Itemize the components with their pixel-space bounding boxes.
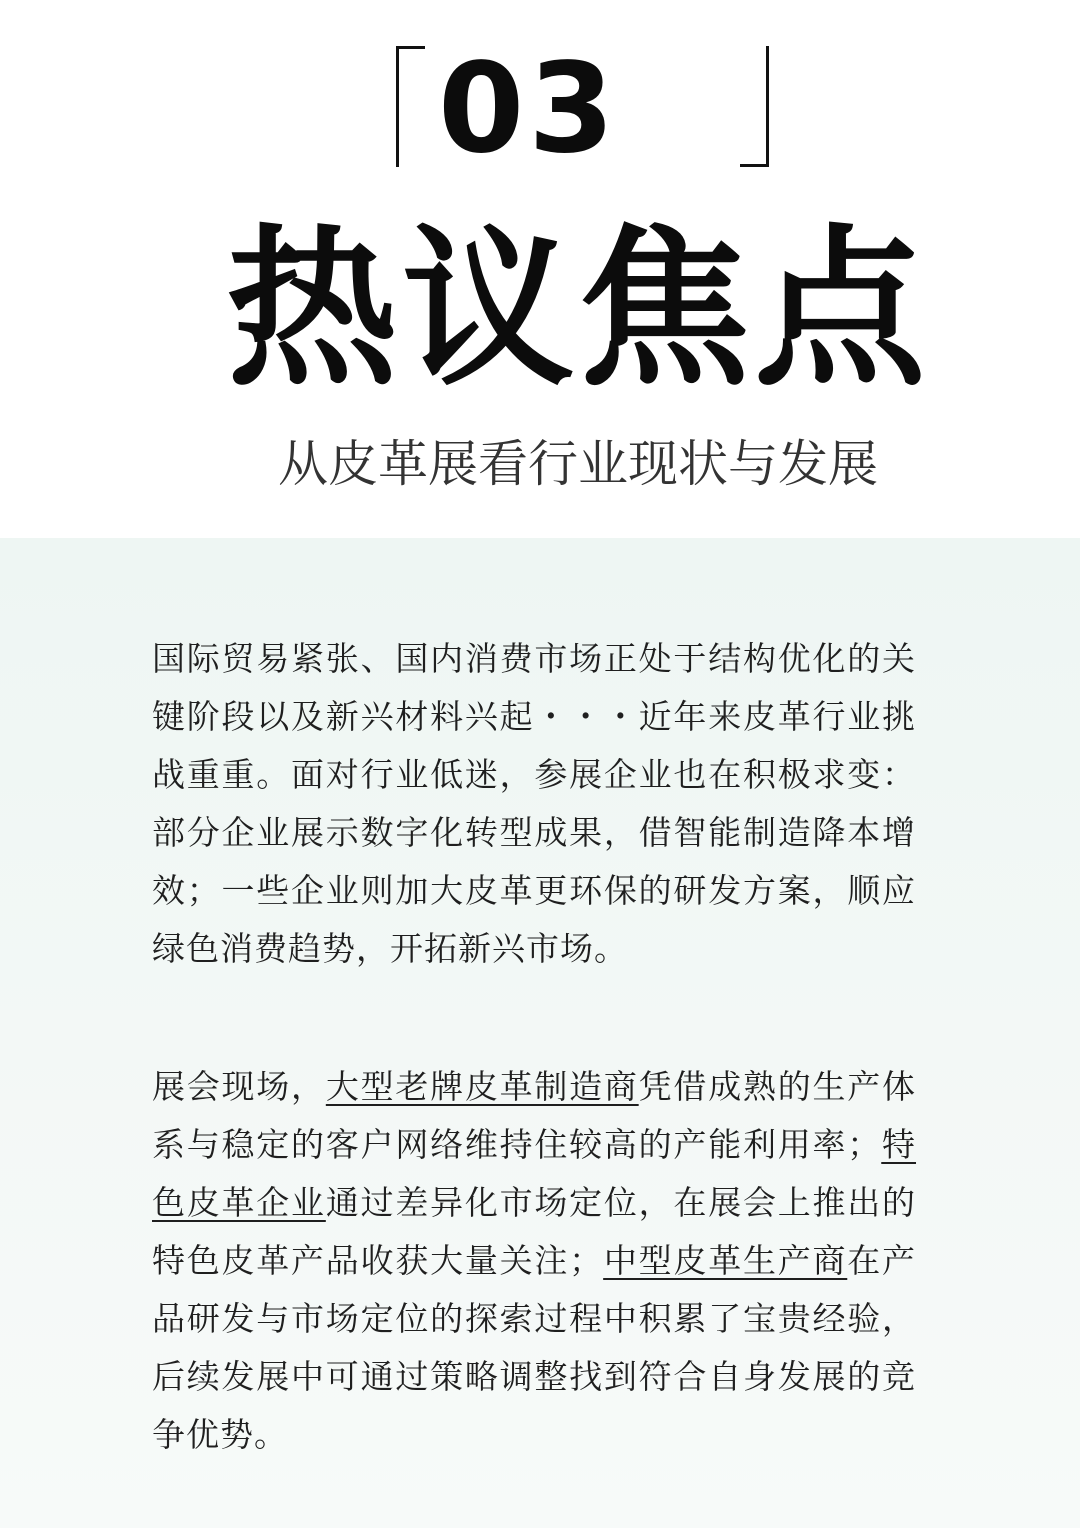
section-title: 热议焦点	[226, 209, 930, 410]
header-section	[0, 0, 1080, 538]
left-corner-bracket	[396, 46, 425, 167]
content-section	[0, 538, 1080, 1528]
paragraph-text: 展会现场，	[152, 1067, 326, 1106]
paragraph-text: 凭借成熟的生产体系与稳定的客户网络维持住较高的产能利用率；	[152, 1067, 917, 1164]
paragraph-text: 通过差异化市场定位，在展会上推出的特色皮革产品收获大量关注；	[152, 1183, 917, 1280]
paragraph-text: 在产品研发与市场定位的探索过程中积累了宝贵经验，后续发展中可通过策略调整找到符合自身发展的竞争优势。	[152, 1241, 917, 1454]
right-corner-bracket	[740, 46, 769, 167]
highlight-specialty-companies: 特色皮革企业	[152, 1125, 917, 1222]
highlight-large-manufacturers: 大型老牌皮革制造商	[325, 1067, 639, 1106]
section-number: 03	[438, 37, 619, 181]
paragraph-industry-challenges: 国际贸易紧张、国内消费市场正处于结构优化的关键阶段以及新兴材料兴起・・・近年来皮革行业挑战重重。面对行业低迷，参展企业也在积极求变：部分企业展示数字化转型成果，借智能制造降本增效；一些企业则加大皮革更环保的研发方案，顺应绿色消费趋势，开拓新兴市场。	[152, 639, 916, 968]
highlight-medium-producers: 中型皮革生产商	[603, 1241, 848, 1280]
section-subtitle: 从皮革展看行业现状与发展	[278, 435, 878, 493]
paragraph-exhibition-scene	[152, 1058, 916, 1464]
